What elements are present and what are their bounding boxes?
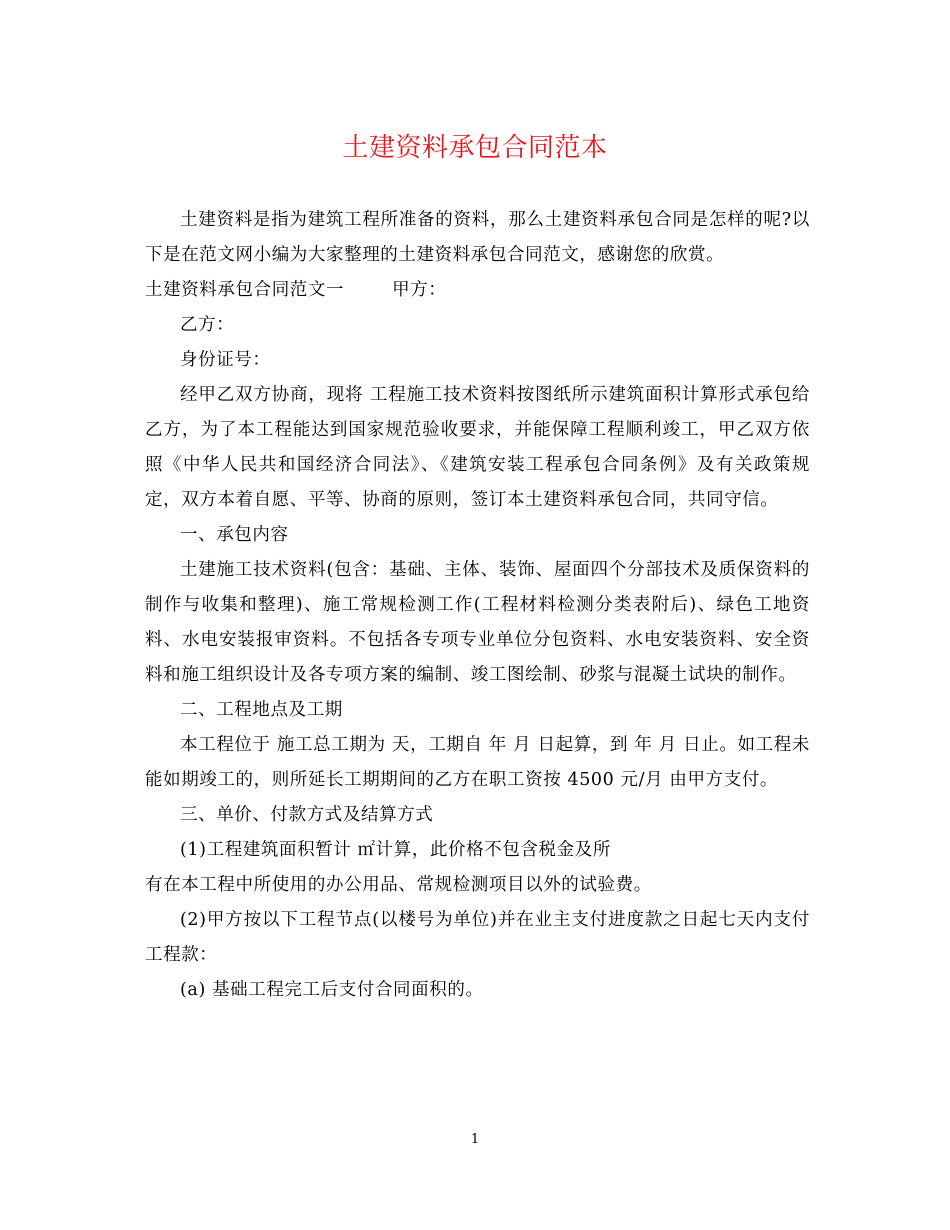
- sample-heading: 土建资料承包合同范文一: [145, 280, 345, 300]
- party-b-label: 乙方：: [180, 315, 235, 335]
- scope-paragraph: 土建施工技术资料(包含：基础、主体、装饰、屋面四个分部技术及质保资料的制作与收集和整理)、施工常规检测工作(工程材料检测分类表附后)、绿色工地资料、水电安装报审资料。不包括各专项专业单位分包资料、水电安装资料、安全资料和施工组织设计及各专项方案的编制、竣工图绘制、砂浆与混凝土试块的制作。: [145, 560, 810, 685]
- section-heading-2: 二、工程地点及工期: [180, 700, 343, 720]
- section-heading-3: 三、单价、付款方式及结算方式: [180, 805, 434, 825]
- document-body: [145, 203, 810, 1008]
- id-number-label: 身份证号：: [180, 350, 271, 370]
- agreement-paragraph: 经甲乙双方协商，现将 工程施工技术资料按图纸所示建筑面积计算形式承包给乙方，为了本工程能达到国家规范验收要求，并能保障工程顺利竣工，甲乙双方依照《中华人民共和国经济合同法》、《建筑安装工程承包合同条例》及有关政策规定，双方本着自愿、平等、协商的原则，签订本土建资料承包合同，共同守信。: [145, 385, 810, 510]
- sample-heading-line: [145, 273, 810, 308]
- intro-paragraph: 土建资料是指为建筑工程所准备的资料，那么土建资料承包合同是怎样的呢?以下是在范文网小编为大家整理的土建资料承包合同范文，感谢您的欣赏。: [145, 210, 810, 265]
- item-1-line-2: 有在本工程中所使用的办公用品、常规检测项目以外的试验费。: [145, 875, 652, 895]
- item-2-paragraph: (2)甲方按以下工程节点(以楼号为单位)并在业主支付进度款之日起七天内支付工程款：: [145, 910, 810, 965]
- section-heading-1: 一、承包内容: [180, 525, 289, 545]
- page-title: 土建资料承包合同范本: [342, 133, 608, 163]
- party-a-label: 甲方：: [392, 280, 447, 300]
- item-1-line-1: (1)工程建筑面积暂计 ㎡计算，此价格不包含税金及所: [180, 840, 611, 860]
- item-a-line: (a) 基础工程完工后支付合同面积的。: [180, 980, 484, 1000]
- schedule-paragraph: 本工程位于 施工总工期为 天，工期自 年 月 日起算，到 年 月 日止。如工程未能如期竣工的，则所延长工期期间的乙方在职工资按 4500 元/月 由甲方支付。: [145, 735, 810, 790]
- page-number: 1: [470, 1132, 480, 1147]
